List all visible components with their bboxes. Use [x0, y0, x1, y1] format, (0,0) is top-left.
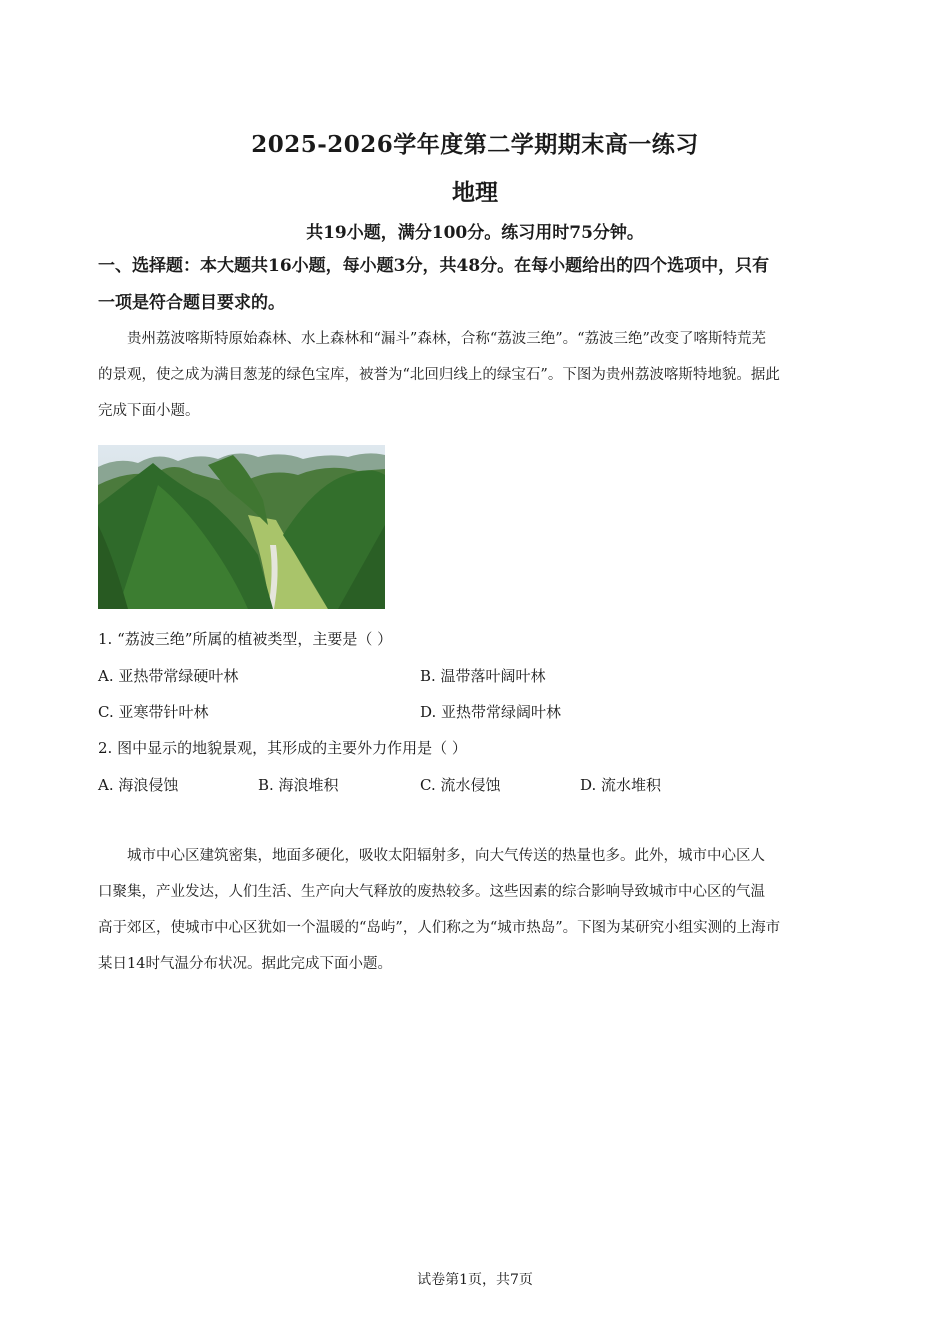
question-1-option-d: D. 亚热带常绿阔叶林 — [420, 703, 562, 721]
passage-2-line: 高于郊区，使城市中心区犹如一个温暖的“岛屿”，人们称之为“城市热岛”。下图为某研究小组实测的上海市 — [98, 920, 781, 936]
question-1-stem: 1. “荔波三绝”所属的植被类型，主要是（ ） — [98, 630, 393, 648]
passage-1 — [98, 321, 853, 429]
passage-2-line: 城市中心区建筑密集，地面多硬化，吸收太阳辐射多，向大气传送的热量也多。此外，城市中心区人 — [127, 848, 765, 864]
section-heading-line1: 一、选择题：本大题共16小题，每小题3分，共48分。在每小题给出的四个选项中，只有 — [98, 256, 770, 276]
question-2-option-c: C. 流水侵蚀 — [420, 776, 501, 794]
question-1-option-a: A. 亚热带常绿硬叶林 — [98, 667, 239, 685]
section-heading-line2: 一项是符合题目要求的。 — [98, 293, 285, 313]
subject-title: 地理 — [452, 179, 498, 206]
question-2-option-b: B. 海浪堆积 — [258, 776, 339, 794]
question-2-stem: 2. 图中显示的地貌景观，其形成的主要外力作用是（ ） — [98, 739, 467, 757]
page-footer: 试卷第1页，共7页 — [417, 1272, 533, 1288]
section-heading — [98, 248, 858, 322]
question-2-option-d: D. 流水堆积 — [580, 776, 662, 794]
question-2-option-a: A. 海浪侵蚀 — [98, 776, 179, 794]
passage-2-line: 口聚集，产业发达，人们生活、生产向大气释放的废热较多。这些因素的综合影响导致城市中心区的气温 — [98, 884, 765, 900]
exam-info: 共19小题，满分100分。练习用时75分钟。 — [306, 223, 644, 243]
question-1-option-b: B. 温带落叶阔叶林 — [420, 667, 546, 685]
karst-landscape-illustration — [98, 445, 385, 609]
passage-1-line: 完成下面小题。 — [98, 403, 200, 419]
exam-title: 2025-2026学年度第二学期期末高一练习 — [251, 131, 699, 158]
passage-1-line: 的景观，使之成为满目葱茏的绿色宝库，被誉为“北回归线上的绿宝石”。下图为贵州荔波喀斯特地貌。据此 — [98, 367, 780, 383]
passage-2-line: 某日14时气温分布状况。据此完成下面小题。 — [98, 956, 392, 972]
question-1-option-c: C. 亚寒带针叶林 — [98, 703, 209, 721]
karst-landscape-photo — [98, 445, 385, 609]
passage-2 — [98, 838, 853, 982]
passage-1-line: 贵州荔波喀斯特原始森林、水上森林和“漏斗”森林，合称“荔波三绝”。“荔波三绝”改变了喀斯特荒芜 — [127, 331, 766, 347]
